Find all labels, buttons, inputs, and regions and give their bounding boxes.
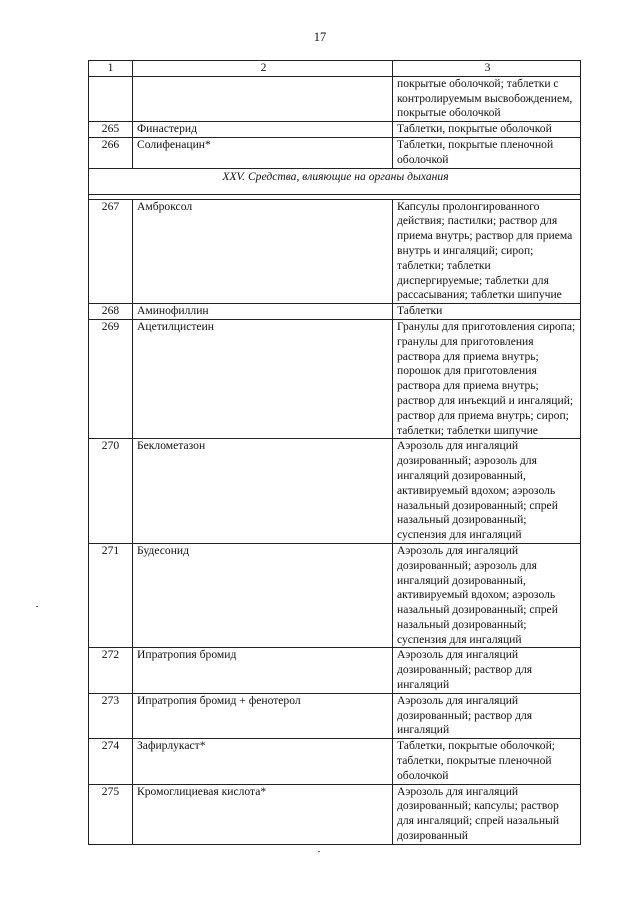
scan-speck: [318, 851, 320, 852]
row-number: 266: [89, 137, 133, 168]
section-heading-row: [89, 168, 581, 194]
row-number: 267: [89, 199, 133, 304]
dosage-form: Аэрозоль для ингаляций дозированный; аэрозоль для ингаляций дозированный, активируемый вдохом; аэрозоль назальный дозированный; спрей назальный дозированный; суспензия для ингаляций: [393, 439, 581, 544]
drug-name: Ипратропия бромид + фенотерол: [133, 693, 393, 738]
table-row: [89, 739, 581, 784]
dosage-form: Гранулы для приготовления сиропа; гранулы для приготовления раствора для приема внутрь; порошок для приготовления раствора для приема внутрь; раствор для инъекций и ингаляций; раствор для приема внутрь; сироп; таблетки; таблетки шипучие: [393, 319, 581, 438]
dosage-form: Таблетки: [393, 304, 581, 320]
row-number: 268: [89, 304, 133, 320]
table-row: [89, 319, 581, 438]
table-row: [89, 199, 581, 304]
row-number: [89, 76, 133, 121]
header-col-2: 2: [133, 61, 393, 77]
drug-name: Ипратропия бромид: [133, 648, 393, 693]
dosage-form: Таблетки, покрытые оболочкой; таблетки, покрытые пленочной оболочкой: [393, 739, 581, 784]
dosage-form: Капсулы пролонгированного действия; пастилки; раствор для приема внутрь; раствор для приема внутрь и ингаляций; сироп; таблетки; таблетки диспергируемые; таблетки для рассасывания; таблетки шипучие: [393, 199, 581, 304]
scan-speck: [36, 606, 38, 607]
table-row: [89, 76, 581, 121]
row-number: 271: [89, 543, 133, 648]
header-col-1: 1: [89, 61, 133, 77]
drug-name: Кромоглициевая кислота*: [133, 784, 393, 844]
table-row: [89, 784, 581, 844]
dosage-form: Аэрозоль для ингаляций дозированный; аэрозоль для ингаляций дозированный, активируемый вдохом; аэрозоль назальный дозированный; спрей назальный дозированный; суспензия для ингаляций: [393, 543, 581, 648]
dosage-form: Таблетки, покрытые оболочкой: [393, 122, 581, 138]
table-row: [89, 648, 581, 693]
drug-name: Зафирлукаст*: [133, 739, 393, 784]
section-title: XXV. Средства, влияющие на органы дыхания: [89, 168, 581, 194]
drug-name: Финастерид: [133, 122, 393, 138]
header-col-3: 3: [393, 61, 581, 77]
drug-name: Солифенацин*: [133, 137, 393, 168]
dosage-form: Аэрозоль для ингаляций дозированный; раствор для ингаляций: [393, 693, 581, 738]
table-row: [89, 137, 581, 168]
drug-name: Беклометазон: [133, 439, 393, 544]
row-number: 270: [89, 439, 133, 544]
table-row: [89, 439, 581, 544]
table-header-row: [89, 61, 581, 77]
page-number: 17: [313, 30, 327, 44]
table-row: [89, 543, 581, 648]
row-number: 274: [89, 739, 133, 784]
drug-name: Амброксол: [133, 199, 393, 304]
dosage-form: Аэрозоль для ингаляций дозированный; капсулы; раствор для ингаляций; спрей назальный дозированный: [393, 784, 581, 844]
drug-name: Ацетилцистеин: [133, 319, 393, 438]
row-number: 265: [89, 122, 133, 138]
drug-table: [88, 60, 581, 845]
dosage-form: Таблетки, покрытые пленочной оболочкой: [393, 137, 581, 168]
drug-name: Будесонид: [133, 543, 393, 648]
row-number: 273: [89, 693, 133, 738]
drug-name: Аминофиллин: [133, 304, 393, 320]
row-number: 275: [89, 784, 133, 844]
table-row: [89, 304, 581, 320]
dosage-form: покрытые оболочкой; таблетки с контролируемым высвобождением, покрытые оболочкой: [393, 76, 581, 121]
table-row: [89, 693, 581, 738]
row-number: 269: [89, 319, 133, 438]
drug-name: [133, 76, 393, 121]
dosage-form: Аэрозоль для ингаляций дозированный; раствор для ингаляций: [393, 648, 581, 693]
table-row: [89, 122, 581, 138]
row-number: 272: [89, 648, 133, 693]
